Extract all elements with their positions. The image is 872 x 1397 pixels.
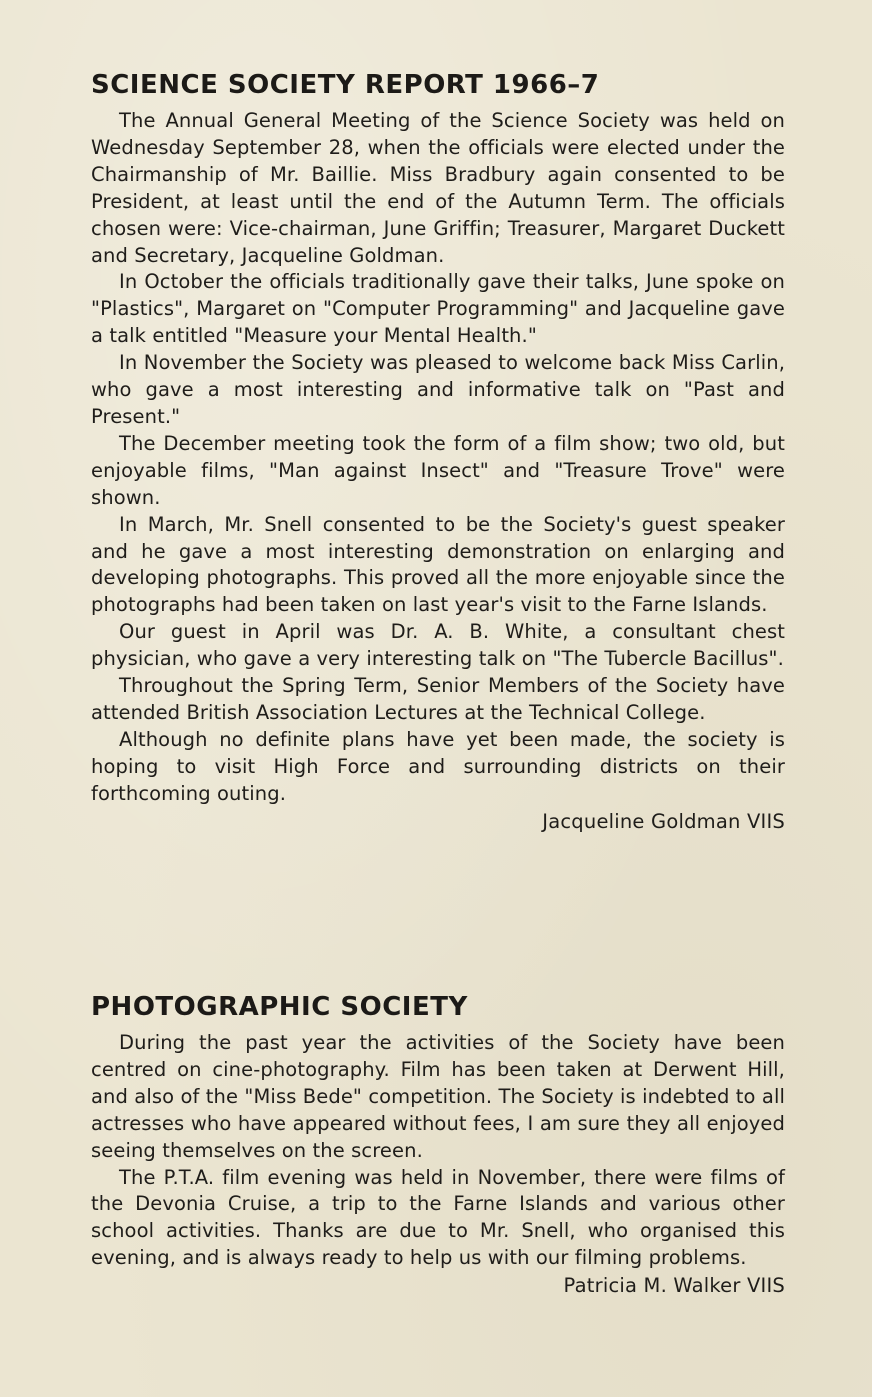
photographic-society-signature: Patricia M. Walker VIIS [563,1274,785,1298]
science-society-body [91,108,785,835]
paragraph: The Annual General Meeting of the Science Society was held on Wednesday September 28, when the officials were elected under the Chairmanship of Mr. Baillie. Miss Bradbury again consented to be President, at least until the end of the Autumn Term. The officials chosen were: Vice-chairman, June Griffin; Treasurer, Margaret Duckett and Secretary, Jacqueline Goldman. [91,109,785,267]
paragraph: The P.T.A. film evening was held in November, there were films of the Devonia Cruise, a trip to the Farne Islands and various other school activities. Thanks are due to Mr. Snell, who organised this evening, and is always ready to help us with our filming problems. [91,1165,785,1270]
paragraph: Our guest in April was Dr. A. B. White, a consultant chest physician, who gave a very interesting talk on "The Tubercle Bacillus". [91,620,785,671]
paragraph: In November the Society was pleased to welcome back Miss Carlin, who gave a most interesting and informative talk on "Past and Present." [91,351,785,428]
paragraph: In March, Mr. Snell consented to be the Society's guest speaker and he gave a most interesting demonstration on enlarging and developing photographs. This proved all the more enjoyable since the photographs had been taken on last year's visit to the Farne Islands. [91,512,785,617]
science-society-signature: Jacqueline Goldman VIIS [542,809,785,833]
photographic-society-section [91,986,785,1299]
science-society-title: SCIENCE SOCIETY REPORT 1966–7 [91,70,600,100]
paragraph: Throughout the Spring Term, Senior Members of the Society have attended British Association Lectures at the Technical College. [91,674,785,724]
photographic-society-body [91,1030,785,1299]
paragraph: Although no definite plans have yet been made, the society is hoping to visit High Force and surrounding districts on their forthcoming outing. [91,727,785,805]
paragraph: During the past year the activities of the Society have been centred on cine-photography. Film has been taken at Derwent Hill, and also of the "Miss Bede" competition. The Society is indebted to all actresses who have appeared without fees, I am sure they all enjoyed seeing themselves on the screen. [91,1031,785,1162]
paragraph: The December meeting took the form of a film show; two old, but enjoyable films, "Man against Insect" and "Treasure Trove" were shown. [91,431,785,509]
science-society-section [91,64,785,835]
paragraph: In October the officials traditionally gave their talks, June spoke on "Plastics", Margaret on "Computer Programming" and Jacqueline gave a talk entitled "Measure your Mental Health." [91,270,785,348]
photographic-society-title: PHOTOGRAPHIC SOCIETY [91,992,468,1022]
